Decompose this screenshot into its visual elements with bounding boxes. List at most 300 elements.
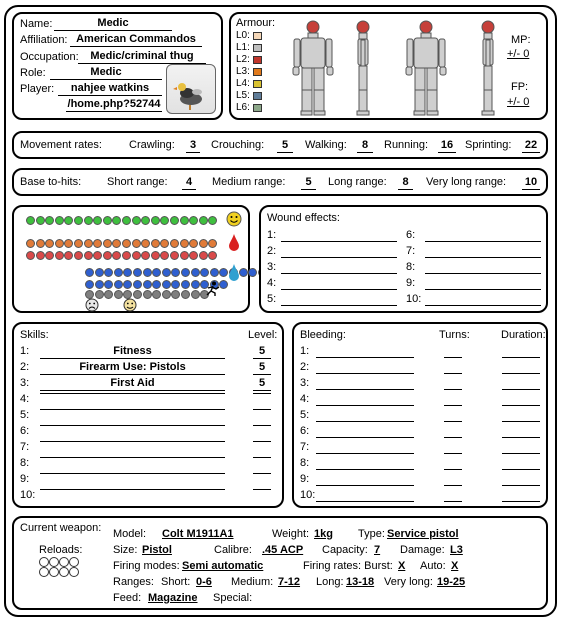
tracker-dot[interactable]: [143, 280, 152, 289]
short-range-label: Short range:: [107, 176, 168, 188]
tracker-dot[interactable]: [123, 280, 132, 289]
crouching-label: Crouching:: [211, 139, 265, 151]
armour-level-label: L5:: [236, 90, 250, 101]
turns-field[interactable]: [444, 469, 462, 470]
tracker-dot[interactable]: [151, 251, 160, 260]
tracker-dot[interactable]: [170, 216, 179, 225]
reload-ring[interactable]: [49, 557, 59, 567]
tracker-dot[interactable]: [85, 280, 94, 289]
skill-name-field[interactable]: Fitness: [40, 345, 225, 359]
tracker-dot[interactable]: [143, 268, 152, 277]
tracker-dot[interactable]: [85, 268, 94, 277]
skill-level-field[interactable]: [253, 441, 271, 442]
happy-face-icon: [226, 211, 242, 227]
wound-field[interactable]: [281, 241, 397, 242]
mp-value: +/- 0: [507, 48, 530, 60]
duration-field[interactable]: [502, 437, 540, 438]
movement-title: Movement rates:: [20, 139, 102, 151]
tracker-dot[interactable]: [160, 216, 169, 225]
bleeding-number: 5:: [300, 409, 310, 421]
sweat-drop-icon: [228, 263, 240, 281]
very-long-range-value: 10: [522, 176, 540, 190]
very-long-range-label: Very long range:: [426, 176, 507, 188]
wound-field[interactable]: [425, 305, 541, 306]
auto-label: Auto:: [420, 560, 446, 572]
long-range-value: 8: [398, 176, 413, 190]
turns-field[interactable]: [444, 501, 462, 502]
tracker-dot[interactable]: [151, 216, 160, 225]
player-label: Player:: [20, 83, 55, 95]
bleeding-field[interactable]: [316, 453, 414, 454]
wound-field[interactable]: [425, 257, 541, 258]
tracker-dot[interactable]: [200, 268, 209, 277]
tracker-dot[interactable]: [45, 251, 54, 260]
duck-icon: [167, 65, 216, 114]
tracker-dot[interactable]: [199, 216, 208, 225]
crawling-value: 3: [186, 139, 200, 153]
wound-number: 8:: [406, 261, 416, 273]
tracker-dot[interactable]: [141, 239, 150, 248]
turns-field[interactable]: [444, 373, 462, 374]
skill-number: 8:: [20, 457, 30, 469]
tracker-dot[interactable]: [112, 251, 121, 260]
tracker-dot[interactable]: [132, 216, 141, 225]
skill-name-field[interactable]: [40, 489, 225, 490]
tracker-dot[interactable]: [171, 280, 180, 289]
turns-field[interactable]: [444, 421, 462, 422]
avatar: [166, 64, 216, 114]
fp-label: FP:: [511, 81, 529, 93]
movement-panel: [12, 131, 548, 159]
skill-name-field[interactable]: [40, 409, 225, 410]
feed-value: Magazine: [148, 592, 198, 604]
tracker-dot[interactable]: [112, 239, 121, 248]
wound-number: 9:: [406, 277, 416, 289]
bleeding-number: 1:: [300, 345, 310, 357]
calibre-value: .45 ACP: [262, 544, 304, 556]
type-value: Service pistol: [387, 528, 459, 540]
bleeding-field[interactable]: [316, 421, 414, 422]
tracker-dot[interactable]: [122, 239, 131, 248]
tracker-dot[interactable]: [180, 239, 189, 248]
turns-field[interactable]: [444, 357, 462, 358]
tracker-dot[interactable]: [151, 239, 160, 248]
skill-name-field[interactable]: [40, 425, 225, 426]
size-value: Pistol: [142, 544, 172, 556]
bleeding-number: 9:: [300, 473, 310, 485]
wound-field[interactable]: [281, 305, 397, 306]
tracker-dot[interactable]: [84, 239, 93, 248]
tracker-dot[interactable]: [189, 251, 198, 260]
armour-level-label: L3:: [236, 66, 250, 77]
skill-name-field[interactable]: [40, 457, 225, 458]
skill-level-field[interactable]: [253, 393, 271, 394]
tracker-dot[interactable]: [160, 239, 169, 248]
tracker-dot[interactable]: [55, 216, 64, 225]
tracker-dot[interactable]: [181, 280, 190, 289]
tracker-dot[interactable]: [103, 251, 112, 260]
wound-field[interactable]: [281, 257, 397, 258]
tracker-dot[interactable]: [208, 216, 217, 225]
tracker-dot[interactable]: [199, 239, 208, 248]
turns-field[interactable]: [444, 389, 462, 390]
skill-name-field[interactable]: First Aid: [40, 377, 225, 391]
tracker-dot[interactable]: [191, 290, 200, 299]
firing-modes-label: Firing modes:: [113, 560, 180, 572]
tracker-dot[interactable]: [132, 251, 141, 260]
skill-number: 9:: [20, 473, 30, 485]
tracker-dot[interactable]: [162, 268, 171, 277]
affiliation-value: American Commandos: [70, 33, 202, 47]
bleeding-panel: [292, 322, 548, 508]
body-figure: [482, 21, 494, 115]
tracker-dot[interactable]: [84, 216, 93, 225]
long-range-label: Long range:: [328, 176, 387, 188]
tracker-dot[interactable]: [104, 290, 113, 299]
duration-field[interactable]: [502, 469, 540, 470]
armour-level-swatch: [253, 104, 262, 112]
tracker-dot[interactable]: [64, 239, 73, 248]
turns-title: Turns:: [439, 329, 470, 341]
reload-ring[interactable]: [59, 557, 69, 567]
capacity-value: 7: [374, 544, 381, 556]
tracker-dot[interactable]: [160, 251, 169, 260]
wound-field[interactable]: [425, 273, 541, 274]
wound-number: 7:: [406, 245, 416, 257]
skill-level-field[interactable]: [253, 425, 271, 426]
blood-drop-icon: [228, 233, 240, 251]
skills-title: Skills:: [20, 329, 49, 341]
crawling-label: Crawling:: [129, 139, 175, 151]
tracker-dot[interactable]: [103, 216, 112, 225]
weapon-panel: [12, 516, 548, 610]
tracker-dot[interactable]: [123, 268, 132, 277]
tracker-dot[interactable]: [181, 290, 190, 299]
body-figure: [293, 21, 333, 115]
wound-field[interactable]: [281, 273, 397, 274]
duration-title: Duration:: [501, 329, 546, 341]
tracker-dot[interactable]: [170, 239, 179, 248]
feed-label: Feed:: [113, 592, 142, 604]
firing-rates-label: Firing rates: Burst:: [303, 560, 393, 572]
tracker-dot[interactable]: [189, 216, 198, 225]
skill-level-field[interactable]: [253, 473, 271, 474]
skill-level-field[interactable]: 5: [253, 377, 271, 391]
duration-field[interactable]: [502, 389, 540, 390]
tracker-dot[interactable]: [45, 216, 54, 225]
body-diagram: [271, 16, 521, 118]
special-label: Special:: [213, 592, 253, 604]
tracker-dot[interactable]: [114, 268, 123, 277]
tracker-dot[interactable]: [55, 251, 64, 260]
capacity-label: Capacity:: [322, 544, 368, 556]
body-figure: [406, 21, 446, 115]
duration-field[interactable]: [502, 485, 540, 486]
tracker-dot[interactable]: [152, 268, 161, 277]
affiliation-label: Affiliation:: [20, 34, 68, 46]
tracker-dot[interactable]: [152, 290, 161, 299]
armour-level-label: L0:: [236, 30, 250, 41]
reload-ring[interactable]: [39, 567, 49, 577]
long-value: 13-18: [346, 576, 375, 588]
wound-field[interactable]: [425, 241, 541, 242]
armour-level-label: L4:: [236, 78, 250, 89]
tracker-dot[interactable]: [171, 268, 180, 277]
wound-field[interactable]: [281, 289, 397, 290]
tracker-dot[interactable]: [95, 280, 104, 289]
tracker-dot[interactable]: [208, 251, 217, 260]
tracker-dot[interactable]: [36, 251, 45, 260]
bleeding-number: 3:: [300, 377, 310, 389]
tracker-dot[interactable]: [93, 216, 102, 225]
tracker-dot[interactable]: [26, 251, 35, 260]
reloads-label: Reloads:: [39, 544, 83, 556]
damage-value: L3: [450, 544, 463, 556]
tracker-dot[interactable]: [171, 290, 180, 299]
bleeding-number: 7:: [300, 441, 310, 453]
tracker-dot[interactable]: [74, 251, 83, 260]
long-label: Long:: [316, 576, 344, 588]
reload-ring[interactable]: [69, 557, 79, 567]
wound-effects-panel: [259, 205, 548, 313]
wound-number: 1:: [267, 229, 277, 241]
walking-value: 8: [357, 139, 373, 153]
bleeding-number: 8:: [300, 457, 310, 469]
skill-level-field[interactable]: [253, 409, 271, 410]
tracker-dot[interactable]: [114, 290, 123, 299]
bleeding-field[interactable]: [316, 357, 414, 358]
tracker-dot[interactable]: [143, 290, 152, 299]
wound-effects-title: Wound effects:: [267, 212, 340, 224]
player-value: nahjee watkins: [58, 82, 162, 96]
tracker-dot[interactable]: [180, 216, 189, 225]
skill-number: 1:: [20, 345, 30, 357]
bleeding-title: Bleeding:: [300, 329, 346, 341]
running-value: 16: [438, 139, 456, 153]
tracker-dot[interactable]: [55, 239, 64, 248]
skill-number: 7:: [20, 441, 30, 453]
tracker-dot[interactable]: [95, 268, 104, 277]
to-hit-title: Base to-hits:: [20, 176, 82, 188]
model-label: Model:: [113, 528, 147, 540]
duration-field[interactable]: [502, 501, 540, 502]
type-label: Type:: [358, 528, 385, 540]
duration-field[interactable]: [502, 373, 540, 374]
armour-level-swatch: [253, 80, 262, 88]
skill-name-field[interactable]: [40, 393, 225, 394]
burst-value: X: [398, 560, 406, 572]
turns-field[interactable]: [444, 485, 462, 486]
tracker-dot[interactable]: [162, 280, 171, 289]
wound-number: 4:: [267, 277, 277, 289]
fp-value: +/- 0: [507, 96, 530, 108]
short-label: Short:: [161, 576, 191, 588]
short-range-value: 4: [182, 176, 196, 190]
bleeding-field[interactable]: [316, 437, 414, 438]
very-long-value: 19-25: [437, 576, 466, 588]
tracker-dot[interactable]: [84, 251, 93, 260]
bleeding-field[interactable]: [316, 373, 414, 374]
role-label: Role:: [20, 67, 46, 79]
bleeding-field[interactable]: [316, 405, 414, 406]
calibre-label: Calibre:: [214, 544, 252, 556]
tracker-dot[interactable]: [191, 280, 200, 289]
tracker-dot[interactable]: [180, 251, 189, 260]
skill-level-field[interactable]: [253, 457, 271, 458]
tracker-dot[interactable]: [45, 239, 54, 248]
bleeding-field[interactable]: [316, 389, 414, 390]
running-person-icon: [203, 281, 221, 297]
tracker-dot[interactable]: [26, 216, 35, 225]
wound-number: 6:: [406, 229, 416, 241]
skill-number: 3:: [20, 377, 30, 389]
tracker-dot[interactable]: [93, 251, 102, 260]
turns-field[interactable]: [444, 437, 462, 438]
tracker-dot[interactable]: [64, 216, 73, 225]
armour-level-swatch: [253, 92, 262, 100]
armour-title: Armour:: [236, 17, 276, 29]
weapon-title: Current weapon:: [20, 522, 102, 534]
tracker-dot[interactable]: [114, 280, 123, 289]
tracker-dot[interactable]: [93, 239, 102, 248]
skill-name-field[interactable]: Firearm Use: Pistols: [40, 361, 225, 375]
name-value: Medic: [54, 17, 172, 31]
model-value: Colt M1911A1: [162, 528, 234, 540]
tracker-dot[interactable]: [36, 216, 45, 225]
armour-level-label: L1:: [236, 42, 250, 53]
bleeding-field[interactable]: [316, 501, 414, 502]
tracker-dot[interactable]: [181, 268, 190, 277]
reload-ring[interactable]: [39, 557, 49, 567]
weight-label: Weight:: [272, 528, 310, 540]
tracker-dot[interactable]: [74, 239, 83, 248]
armour-level-swatch: [253, 56, 262, 64]
weight-value: 1kg: [314, 528, 333, 540]
bleeding-field[interactable]: [316, 485, 414, 486]
smile-face-icon: [123, 298, 137, 312]
bleeding-field[interactable]: [316, 469, 414, 470]
tracker-dot[interactable]: [122, 251, 131, 260]
occupation-value: Medic/criminal thug: [78, 50, 206, 64]
tracker-dot[interactable]: [208, 239, 217, 248]
firing-modes-value: Semi automatic: [182, 560, 264, 572]
reload-ring[interactable]: [49, 567, 59, 577]
tracker-dot[interactable]: [112, 216, 121, 225]
tracker-dot[interactable]: [64, 251, 73, 260]
tracker-dot[interactable]: [122, 216, 131, 225]
bleeding-number: 4:: [300, 393, 310, 405]
armour-panel: [229, 12, 548, 120]
bleeding-number: 6:: [300, 425, 310, 437]
occupation-label: Occupation:: [20, 51, 79, 63]
sprinting-label: Sprinting:: [465, 139, 512, 151]
armour-level-swatch: [253, 44, 262, 52]
ranges-label: Ranges:: [113, 576, 154, 588]
skills-level-title: Level:: [248, 329, 278, 341]
health-tracker-panel: [12, 205, 250, 313]
medium-value: 7-12: [278, 576, 301, 588]
skill-level-field[interactable]: 5: [253, 361, 271, 375]
skills-panel: [12, 322, 284, 508]
reload-ring[interactable]: [69, 567, 79, 577]
bleeding-number: 10:: [300, 489, 316, 501]
medium-range-value: 5: [301, 176, 316, 190]
wound-number: 10:: [406, 293, 422, 305]
reload-ring[interactable]: [59, 567, 69, 577]
skill-number: 6:: [20, 425, 30, 437]
crouching-value: 5: [277, 139, 293, 153]
armour-level-swatch: [253, 68, 262, 76]
tracker-dot[interactable]: [191, 268, 200, 277]
duration-field[interactable]: [502, 421, 540, 422]
bleeding-number: 2:: [300, 361, 310, 373]
skill-number: 2:: [20, 361, 30, 373]
walking-label: Walking:: [305, 139, 347, 151]
tracker-dot[interactable]: [36, 239, 45, 248]
player-profile-link[interactable]: /home.php?52744: [67, 98, 161, 110]
turns-field[interactable]: [444, 453, 462, 454]
role-value: Medic: [50, 66, 162, 80]
auto-value: X: [451, 560, 459, 572]
tracker-dot[interactable]: [74, 216, 83, 225]
duration-field[interactable]: [502, 405, 540, 406]
tracker-dot[interactable]: [104, 280, 113, 289]
tracker-dot[interactable]: [132, 239, 141, 248]
armour-level-label: L6:: [236, 102, 250, 113]
turns-field[interactable]: [444, 405, 462, 406]
duration-field[interactable]: [502, 453, 540, 454]
tracker-dot[interactable]: [133, 268, 142, 277]
tracker-dot[interactable]: [162, 290, 171, 299]
tracker-dot[interactable]: [104, 268, 113, 277]
tracker-dot[interactable]: [210, 268, 219, 277]
skill-name-field[interactable]: [40, 473, 225, 474]
tracker-dot[interactable]: [26, 239, 35, 248]
identity-panel: [12, 12, 223, 120]
running-label: Running:: [384, 139, 429, 151]
wound-number: 2:: [267, 245, 277, 257]
tracker-dot[interactable]: [141, 251, 150, 260]
skill-number: 5:: [20, 409, 30, 421]
short-value: 0-6: [196, 576, 212, 588]
size-label: Size:: [113, 544, 138, 556]
mp-label: MP:: [511, 34, 531, 46]
duration-field[interactable]: [502, 357, 540, 358]
tracker-dot[interactable]: [133, 280, 142, 289]
medium-range-label: Medium range:: [212, 176, 286, 188]
tracker-dot[interactable]: [199, 251, 208, 260]
body-figure: [357, 21, 369, 115]
skill-level-field[interactable]: 5: [253, 345, 271, 359]
skill-name-field[interactable]: [40, 441, 225, 442]
sprinting-value: 22: [522, 139, 540, 153]
sad-face-icon: [85, 298, 99, 312]
name-label: Name:: [20, 18, 53, 30]
tracker-dot[interactable]: [141, 216, 150, 225]
medium-label: Medium:: [231, 576, 274, 588]
tracker-dot[interactable]: [103, 239, 112, 248]
wound-number: 3:: [267, 261, 277, 273]
armour-level-label: L2:: [236, 54, 250, 65]
armour-level-swatch: [253, 32, 262, 40]
damage-label: Damage:: [400, 544, 445, 556]
very-long-label: Very long:: [384, 576, 433, 588]
wound-field[interactable]: [425, 289, 541, 290]
tracker-dot[interactable]: [170, 251, 179, 260]
skill-level-field[interactable]: [253, 489, 271, 490]
tracker-dot[interactable]: [152, 280, 161, 289]
tracker-dot[interactable]: [189, 239, 198, 248]
